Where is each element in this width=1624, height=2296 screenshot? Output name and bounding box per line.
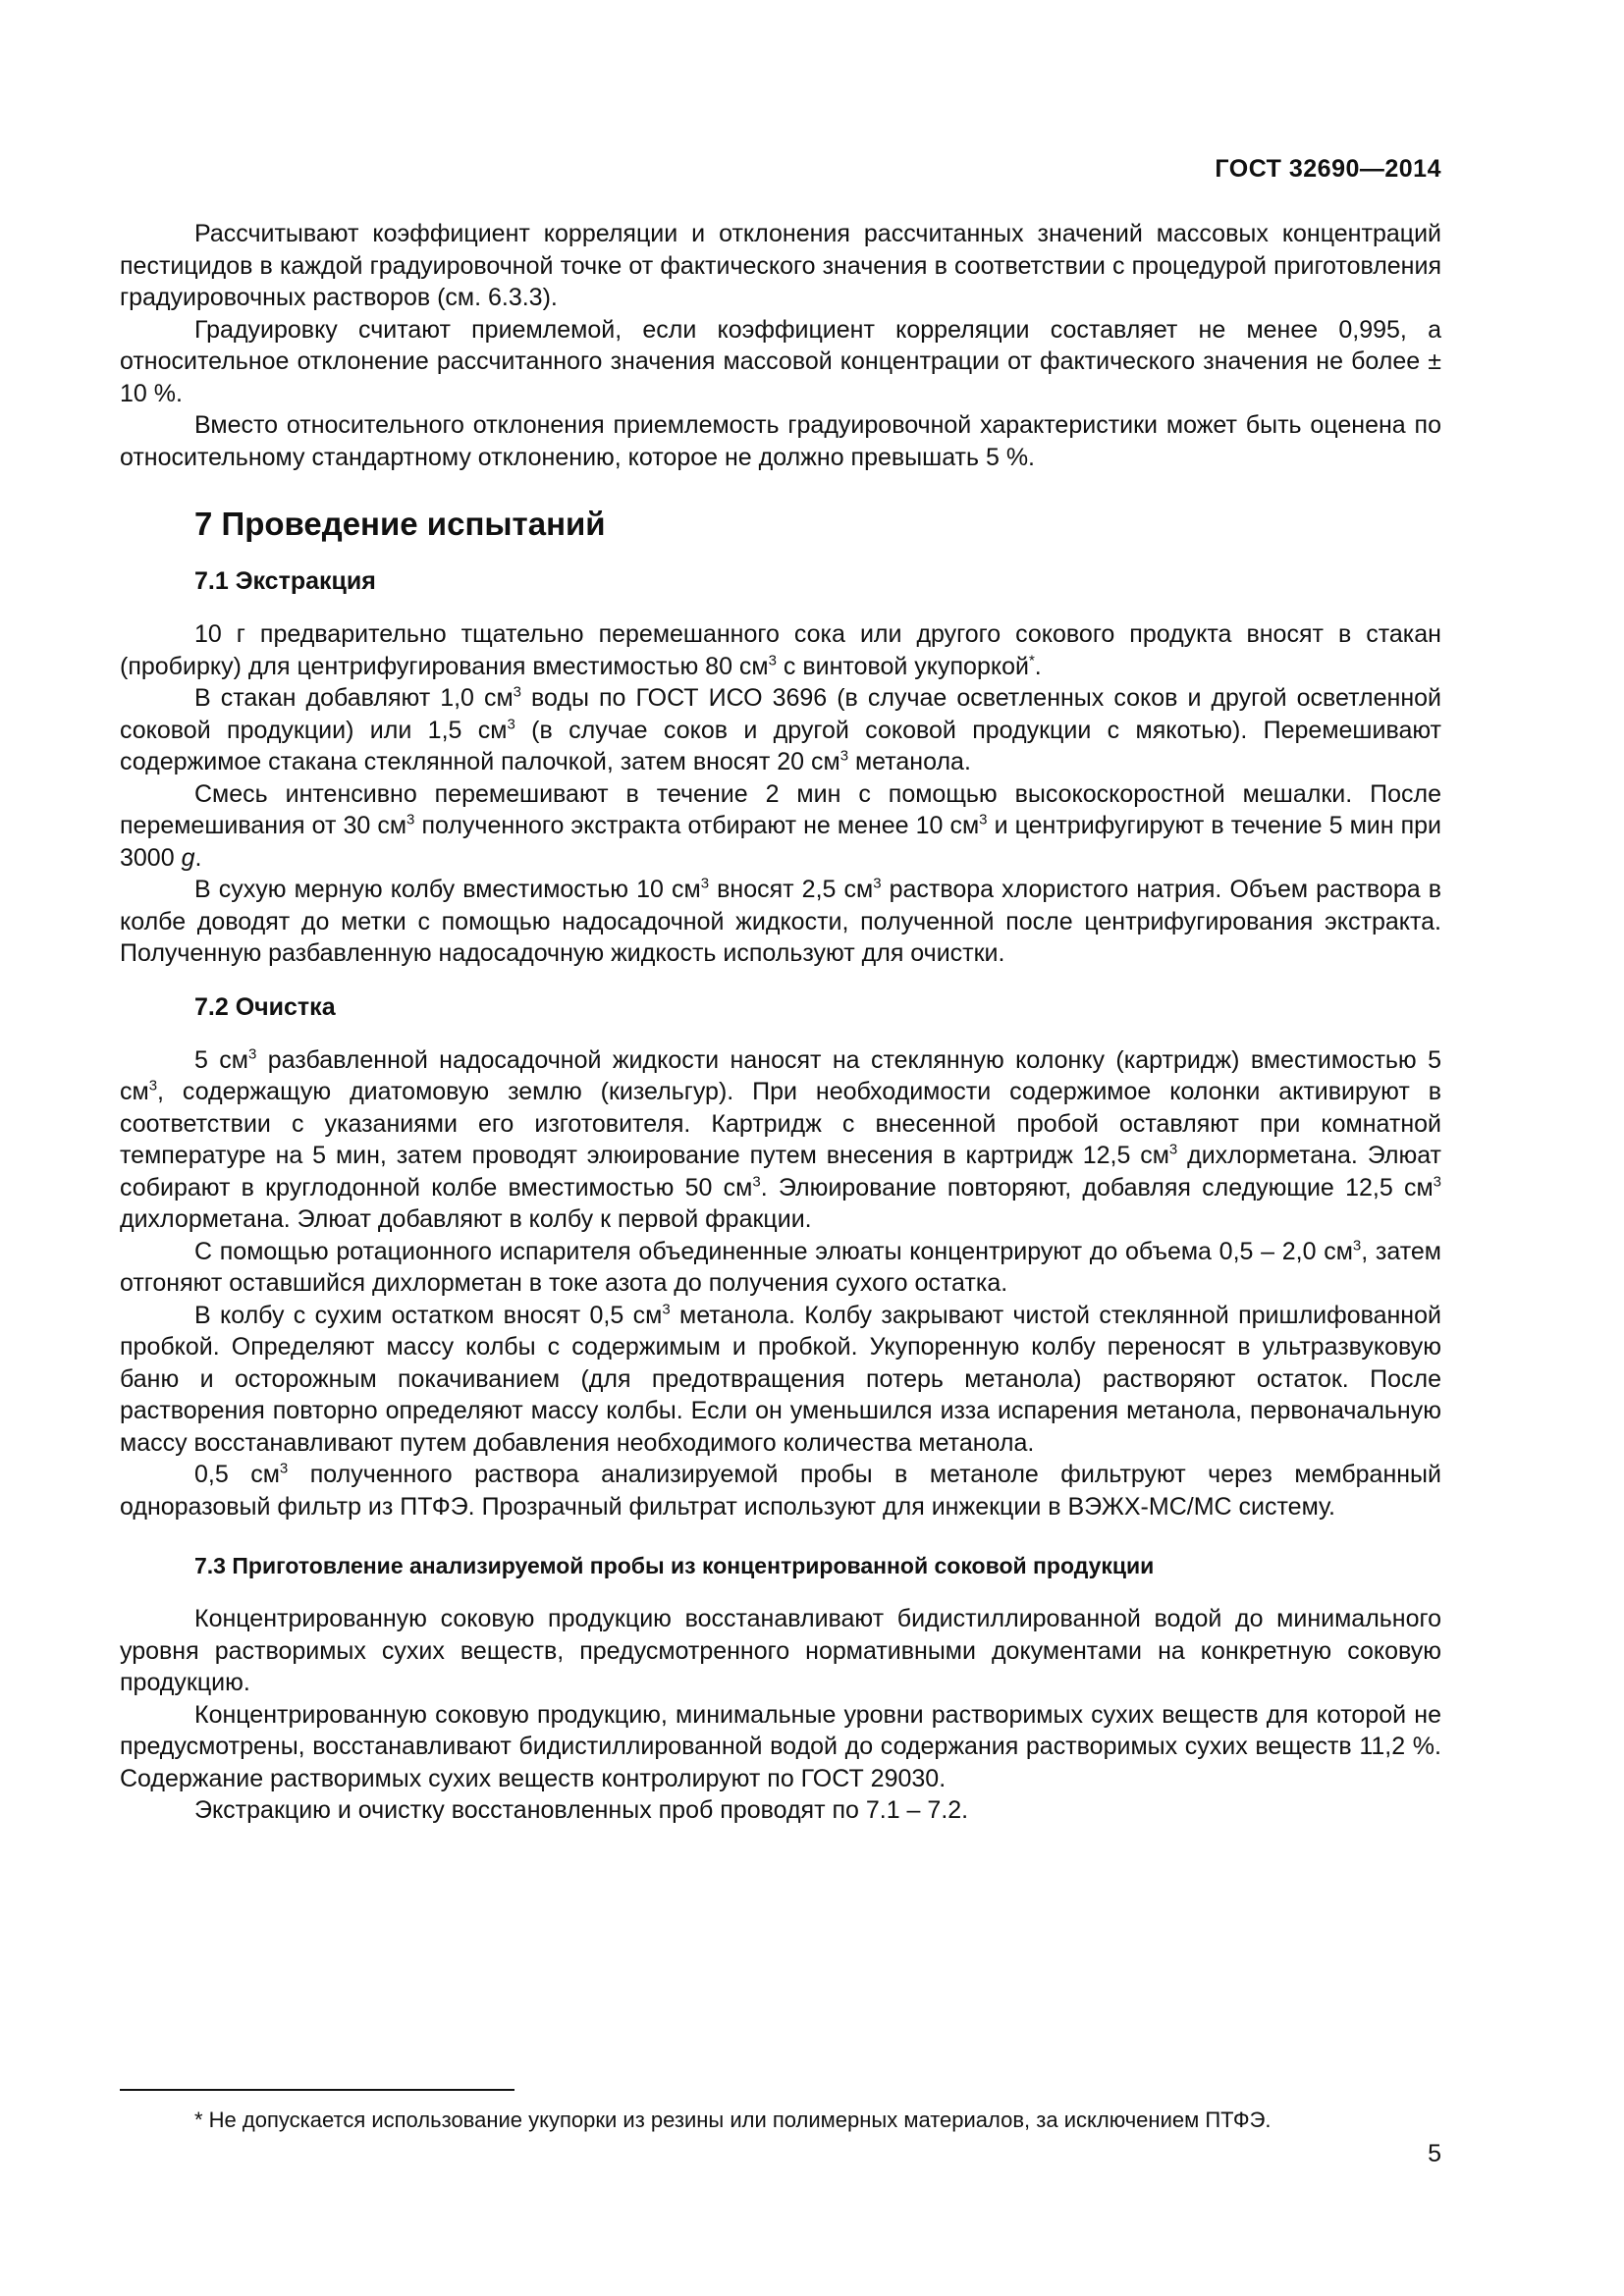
text-run: 10 г предварительно тщательно перемешанного сока или другого сокового продукта вносят в стакан (пробирку) для центрифугирования вместимостью 80 см [120, 620, 1441, 680]
text-run: (в случае соков и другой соковой продукции с мякотью). Перемешивают содержимое стакана стеклянной палочкой, затем вносят 20 см [120, 716, 1442, 775]
superscript: 3 [700, 875, 710, 892]
superscript: 3 [279, 1460, 289, 1477]
paragraph: Рассчитывают коэффициент корреляции и отклонения рассчитанных значений массовых концентраций пестицидов в каждой градуировочной точке от фактического значения в соответствии с процедурой приготовления градуировочных растворов (см. 6.3.3). [120, 220, 1441, 311]
paragraph: Концентрированную соковую продукцию восстанавливают бидистиллированной водой до минимального уровня растворимых сухих веществ, предусмотренного нормативными документами на конкретную соковую продукцию. [120, 1605, 1441, 1696]
text-run: С помощью ротационного испарителя объединенные элюаты концентрируют до объема 0,5 – 2,0 см [194, 1237, 1353, 1265]
paragraph [120, 1236, 1441, 1300]
text-run: воды по ГОСТ ИСО 3696 (в случае осветленных соков и другой осветленной соковой продукции) или 1,5 см [120, 684, 1441, 744]
italic-unit: g [181, 843, 195, 872]
footnote-marker: * [1028, 652, 1035, 669]
text-run: В стакан добавляют 1,0 см [194, 684, 514, 712]
text-run: полученного экстракта отбирают не менее 10 см [414, 812, 980, 839]
superscript: 3 [1168, 1141, 1178, 1158]
paragraph [120, 1300, 1441, 1460]
superscript: 3 [873, 875, 882, 892]
subsection-heading-7-2: 7.2 Очистка [194, 992, 336, 1021]
text-run: В сухую мерную колбу вместимостью 10 см [194, 876, 701, 903]
superscript: 3 [248, 1045, 257, 1063]
superscript: 3 [979, 811, 988, 828]
superscript: 3 [513, 683, 522, 701]
text-run: вносят 2,5 см [709, 876, 874, 903]
page-number: 5 [1428, 2140, 1441, 2167]
section-heading: 7 Проведение испытаний [194, 506, 606, 542]
text-run: 0,5 см [194, 1461, 280, 1488]
paragraph [120, 1459, 1441, 1522]
superscript: 3 [1433, 1173, 1441, 1191]
text-run: метанола. Колбу закрывают чистой стеклянной пришлифованной пробкой. Определяют массу колбы с содержимым и пробкой. Укупоренную колбу переносят в ультразвуковую баню и осторожным покачиванием (для предотвращения потерь метанола) растворяют остаток. После растворения повторно определяют массу колбы. Если он уменьшился изза испарения метанола, первоначальную массу восстанавливают путем добавления необходимого количества метанола. [120, 1301, 1441, 1457]
text-run: , затем отгоняют оставшийся дихлорметан в токе азота до получения сухого остатка. [120, 1237, 1441, 1297]
page-body [120, 218, 1441, 1827]
text-run: 5 см [194, 1045, 248, 1074]
document-code: ГОСТ 32690—2014 [1215, 155, 1441, 183]
paragraph: Вместо относительного отклонения приемлемость градуировочной характеристики может быть оценена по относительному стандартному отклонению, которое не должно превышать 5 %. [120, 411, 1441, 471]
superscript: 3 [406, 811, 415, 828]
superscript: 3 [752, 1173, 761, 1191]
text-run: , содержащую диатомовую землю (кизельгур). При необходимости содержимое колонки активируют в соответствии с указаниями его изготовителя. Картридж с внесенной пробой оставляют при комнатной температуре на 5 мин, затем проводят элюирование путем внесения в картридж 12,5 см [120, 1078, 1441, 1169]
paragraph [120, 618, 1441, 682]
text-run: Смесь интенсивно перемешивают в течение 2 мин с помощью высокоскоростной мешалки. После перемешивания от 30 см [120, 779, 1441, 839]
text-run: разбавленной надосадочной жидкости наносят на стеклянную колонку (картридж) вместимостью 5 см [120, 1045, 1441, 1105]
text-run: с винтовой укупоркой [776, 652, 1029, 680]
text-run: . Элюирование повторяют, добавляя следующие 12,5 см [760, 1173, 1434, 1201]
superscript: 3 [768, 652, 777, 669]
text-run: . [194, 843, 202, 872]
superscript: 3 [1352, 1237, 1362, 1255]
paragraph: Градуировку считают приемлемой, если коэффициент корреляции составляет не менее 0,995, а относительное отклонение рассчитанного значения массовой концентрации от фактического значения не более ± 10 %. [120, 315, 1441, 407]
text-run: метанола. [848, 748, 971, 775]
footnote-separator [120, 2089, 514, 2091]
paragraph [120, 1044, 1441, 1236]
footnote: * Не допускается использование укупорки из резины или полимерных материалов, за исключением ПТФЭ. [194, 2108, 1272, 2132]
text-run: раствора хлористого натрия. Объем раствора в колбе доводят до метки с помощью надосадочной жидкости, полученной после центрифугирования экстракта. Полученную разбавленную надосадочную жидкость используют для очистки. [120, 876, 1442, 967]
paragraph: Концентрированную соковую продукцию, минимальные уровни растворимых сухих веществ для которой не предусмотрены, восстанавливают бидистиллированной водой до содержания растворимых сухих веществ 11,2 %. Содержание растворимых сухих веществ контролируют по ГОСТ 29030. [120, 1700, 1441, 1792]
text-run: В колбу с сухим остатком вносят 0,5 см [194, 1301, 663, 1329]
text-run: полученного раствора анализируемой пробы в метаноле фильтруют через мембранный одноразовый фильтр из ПТФЭ. Прозрачный фильтрат используют для инжекции в ВЭЖХ-МС/МС систему. [120, 1461, 1441, 1521]
paragraph: Экстракцию и очистку восстановленных проб проводят по 7.1 – 7.2. [194, 1796, 969, 1824]
superscript: 3 [507, 716, 515, 733]
subsection-heading-7-1: 7.1 Экстракция [194, 567, 376, 595]
superscript: 3 [839, 747, 849, 765]
paragraph [120, 874, 1441, 970]
subsection-heading-7-3: 7.3 Приготовление анализируемой пробы из концентрированной соковой продукции [194, 1553, 1155, 1578]
paragraph [120, 778, 1441, 875]
text-run: дихлорметана. Элюат собирают в круглодонной колбе вместимостью 50 см [120, 1142, 1442, 1201]
text-run: и центрифугируют в течение 5 мин при 3000 [120, 812, 1441, 872]
paragraph [120, 682, 1441, 778]
superscript: 3 [662, 1301, 671, 1318]
text-run: дихлорметана. Элюат добавляют в колбу к первой фракции. [120, 1205, 812, 1233]
superscript: 3 [148, 1077, 158, 1095]
text-run: . [1034, 652, 1042, 680]
